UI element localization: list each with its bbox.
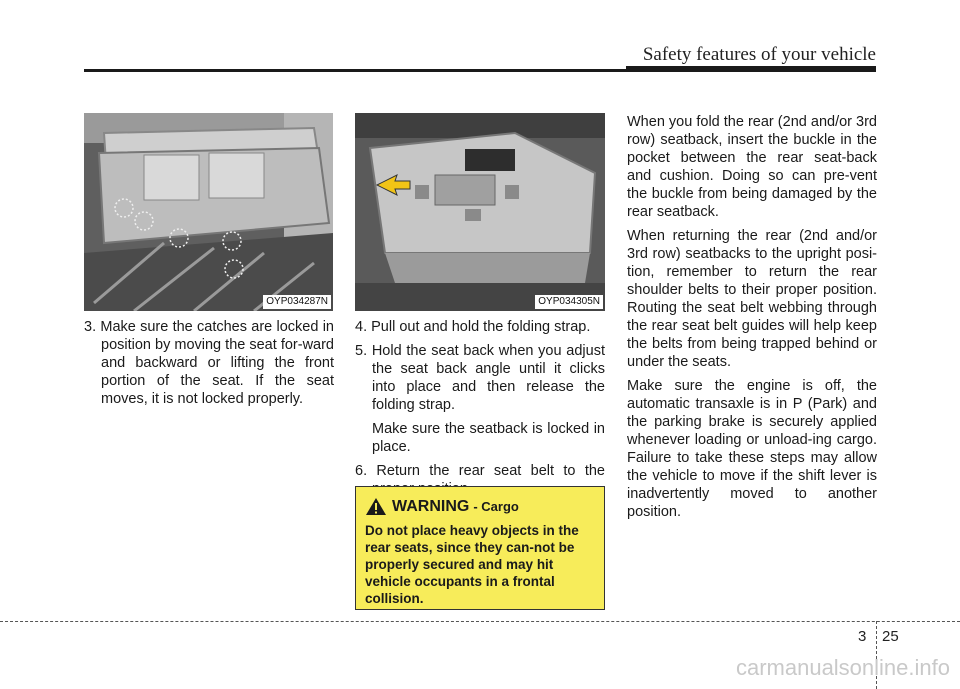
step-4: 4. Pull out and hold the folding strap. [355, 319, 591, 335]
column-2 [355, 318, 605, 504]
header-rule-accent [626, 66, 876, 72]
seat-catches-illustration [84, 113, 333, 311]
seat-catches-photo [84, 113, 333, 311]
warning-triangle-icon [365, 497, 387, 516]
photo-code: OYP034305N [535, 295, 603, 309]
column-3 [627, 113, 877, 527]
paragraph-fold-buckle: When you fold the rear (2nd and/or 3rd row) seatback, insert the buckle in the pocket between the rear seat-back and cushion. Doing so can pre-vent the buckle from being damaged by the rear seatback. [627, 114, 877, 220]
photo-code: OYP034287N [263, 295, 331, 309]
warning-box [355, 486, 605, 610]
folding-strap-illustration [355, 113, 605, 311]
warning-subtitle: - Cargo [473, 499, 519, 514]
step-5-note: Make sure the seatback is locked in place. [372, 421, 605, 455]
watermark: carmanualsonline.info [735, 655, 950, 680]
chapter-number: 3 [858, 628, 867, 645]
warning-text: Do not place heavy objects in the rear seats, since they can-not be properly secured and may hit vehicle occupants in a frontal collision. [365, 523, 579, 606]
column-1 [84, 318, 334, 414]
paragraph-return-belts: When returning the rear (2nd and/or 3rd row) seatbacks to the upright posi-tion, remember to return the rear shoulder belts to their proper position. Routing the seat belt webbing through the rear seat belt guides will help keep the belts from being trapped behind or under the seats. [627, 228, 877, 370]
folding-strap-photo [355, 113, 605, 311]
step-3: 3. Make sure the catches are locked in position by moving the seat for-ward and backward or lifting the front portion of the seat. If the seat moves, it is not locked properly. [84, 319, 334, 407]
page-number: 25 [882, 628, 899, 645]
warning-header [365, 497, 596, 516]
warning-title: WARNING [392, 497, 470, 515]
step-5: 5. Hold the seat back when you adjust the seat back angle until it clicks into place and then release the folding strap. [355, 343, 605, 413]
paragraph-engine-off: Make sure the engine is off, the automatic transaxle is in P (Park) and the parking brake is securely applied whenever loading or unload-ing cargo. Failure to take these steps may allow the vehicle to move if the shift lever is inadvertently moved to another position. [627, 378, 877, 520]
footer-dashed-line [0, 621, 960, 622]
page-header-title: Safety features of your vehicle [642, 44, 876, 65]
step-6: 6. Return the rear seat belt to the [355, 463, 605, 479]
